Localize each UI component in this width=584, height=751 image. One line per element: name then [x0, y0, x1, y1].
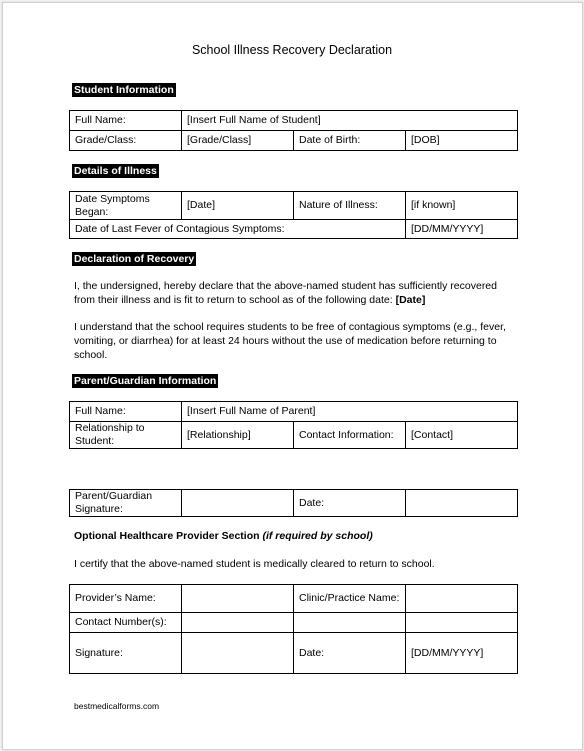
clinic-name-label: Clinic/Practice Name:	[294, 585, 406, 613]
relationship-field[interactable]: [Relationship]	[182, 422, 294, 449]
provider-contact-extra-cell-2[interactable]	[406, 613, 518, 633]
provider-heading-note: (if required by school)	[262, 530, 373, 542]
provider-name-label: Provider’s Name:	[70, 585, 182, 613]
last-fever-field[interactable]: [DD/MM/YYYY]	[406, 220, 518, 239]
grade-class-field[interactable]: [Grade/Class]	[182, 131, 294, 151]
symptoms-began-field[interactable]: [Date]	[182, 192, 294, 220]
section-heading-student-information: Student Information	[74, 84, 174, 96]
relationship-label: Relationship to Student:	[70, 422, 182, 449]
section-heading-parent-guardian: Parent/Guardian Information	[74, 375, 217, 387]
provider-heading-text: Optional Healthcare Provider Section	[74, 530, 263, 542]
provider-name-field[interactable]	[182, 585, 294, 613]
provider-section-heading	[74, 530, 373, 542]
parent-date-field[interactable]	[406, 490, 518, 517]
nature-of-illness-field[interactable]: [if known]	[406, 192, 518, 220]
declaration-text: I, the undersigned, hereby declare that the above-named student has sufficiently recovered from their illness and is fit to return to school as of the following date:	[74, 280, 497, 306]
parent-full-name-label: Full Name:	[70, 402, 182, 422]
provider-contact-label: Contact Number(s):	[70, 613, 182, 633]
page-title: School Illness Recovery Declaration	[191, 43, 393, 57]
provider-contact-extra-cell[interactable]	[294, 613, 406, 633]
student-info-table	[69, 110, 518, 151]
footer-website: bestmedicalforms.com	[74, 701, 160, 711]
provider-signature-field[interactable]	[182, 633, 294, 674]
grade-class-label: Grade/Class:	[70, 131, 182, 151]
provider-contact-field[interactable]	[182, 613, 294, 633]
declaration-date-placeholder: [Date]	[395, 294, 426, 306]
nature-of-illness-label: Nature of Illness:	[294, 192, 406, 220]
contact-information-field[interactable]: [Contact]	[406, 422, 518, 449]
section-heading-details-of-illness: Details of Illness	[74, 165, 157, 177]
provider-signature-label: Signature:	[70, 633, 182, 674]
parent-signature-table	[69, 489, 518, 517]
last-fever-label: Date of Last Fever of Contagious Symptoms:	[70, 220, 406, 239]
date-of-birth-label: Date of Birth:	[294, 131, 406, 151]
illness-details-table	[69, 191, 518, 239]
provider-date-label: Date:	[294, 633, 406, 674]
student-full-name-label: Full Name:	[70, 111, 182, 131]
provider-certification-text: I certify that the above-named student is medically cleared to return to school.	[74, 558, 435, 570]
contact-information-label: Contact Information:	[294, 422, 406, 449]
parent-signature-label: Parent/Guardian Signature:	[70, 490, 182, 517]
understanding-paragraph: I understand that the school requires students to be free of contagious symptoms (e.g., fever, vomiting, or diarrhea) for at least 24 hours without the use of medication before returning to school.	[74, 321, 506, 361]
declaration-paragraph	[74, 279, 514, 307]
clinic-name-field[interactable]	[406, 585, 518, 613]
student-full-name-field[interactable]: [Insert Full Name of Student]	[182, 111, 518, 131]
parent-full-name-field[interactable]: [Insert Full Name of Parent]	[182, 402, 518, 422]
date-of-birth-field[interactable]: [DOB]	[406, 131, 518, 151]
parent-info-table	[69, 401, 518, 449]
symptoms-began-label: Date Symptoms Began:	[70, 192, 182, 220]
provider-date-field[interactable]: [DD/MM/YYYY]	[406, 633, 518, 674]
parent-signature-field[interactable]	[182, 490, 294, 517]
parent-date-label: Date:	[294, 490, 406, 517]
section-heading-declaration-of-recovery: Declaration of Recovery	[74, 253, 195, 265]
provider-table	[69, 584, 518, 674]
